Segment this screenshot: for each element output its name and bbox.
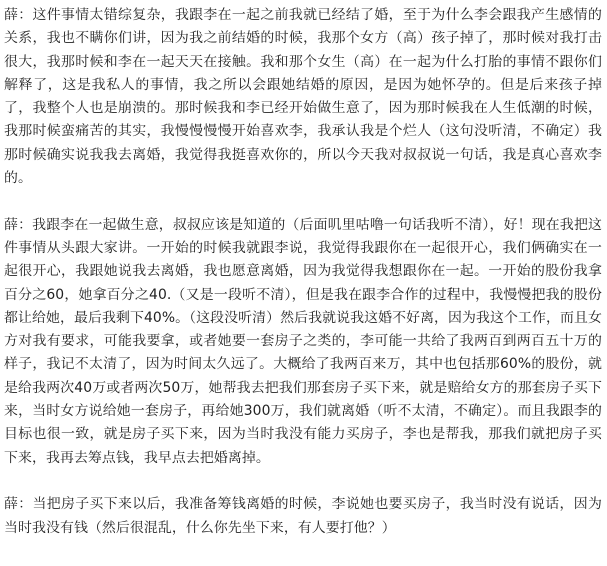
paragraph-text: 这件事情太错综复杂，我跟李在一起之前我就已经结了婚，至于为什么李会跟我产生感情的关系，我也不瞒你们讲，因为我之前结婚的时候，我那个女方（高）孩子掉了，那时候对我打击很大，我那时候和李在一起天天在接触。我和那个女生（高）在一起为什么打胎的事情不跟你们解释了，这是我私人的事情，我之所以会跟她结婚的原因，是因为她怀孕的。但是后来孩子掉了，我整个人也是崩溃的。那时候我和李已经开始做生意了，因为那时候我在人生低潮的时候，我那时候蛮痛苦的其实，我慢慢慢慢开始喜欢李，我承认我是个烂人（这句没听清，不确定）我那时候确实说我我去离婚，我觉得我挺喜欢你的，所以今天我对叔叔说一句话，我是真心喜欢李的。	[4, 7, 602, 187]
paragraph-spacer	[4, 190, 602, 213]
paragraph-text: 当把房子买下来以后，我准备筹钱离婚的时候，李说她也要买房子，我当时没有说话，因为当时我没有钱（然后很混乱，什么你先坐下来，有人要打他？）	[4, 496, 602, 536]
paragraph-text: 我跟李在一起做生意，叔叔应该是知道的（后面叽里咕噜一句话我听不清），好！现在我把这件事情从头跟大家讲。一开始的时候我就跟李说，我觉得我跟你在一起很开心，我们俩确实在一起很开心，我跟她说我去离婚，我也愿意离婚，因为我觉得我想跟你在一起。一开始的股份我拿百分之60，她拿百分之40.（又是一段听不清），但是我在跟李合作的过程中，我慢慢把我的股份都让给她，最后我剩下40%。（这段没听清）然后我就说我这婚不好离，因为我这个工作，而且女方对我有要求，可能我要拿，或者她要一套房子之类的，李可能一共给了我两百到两百五十万的样子，我记不太清了，因为时间太久远了。大概给了我两百来万，其中也包括那60%的股份，就是给我两次40万或者两次50万，她帮我去把我们那套房子买下来，就是赔给女方的那套房子买下来，当时女方说给她一套房子，再给她300万，我们就离婚（听不太清，不确定）。而且我跟李的目标也很一致，就是房子买下来，因为当时我没有能力买房子，李也是帮我，那我们就把房子买下来，我再去筹点钱，我早点去把婚离掉。	[4, 216, 603, 466]
speaker-label: 薛：	[4, 7, 33, 23]
paragraph-3	[4, 493, 602, 540]
paragraph-1	[4, 4, 602, 190]
paragraph-2	[4, 214, 602, 470]
document-body	[4, 4, 602, 540]
speaker-label: 薛：	[4, 216, 33, 233]
speaker-label: 薛：	[4, 496, 33, 513]
paragraph-spacer	[4, 470, 602, 493]
